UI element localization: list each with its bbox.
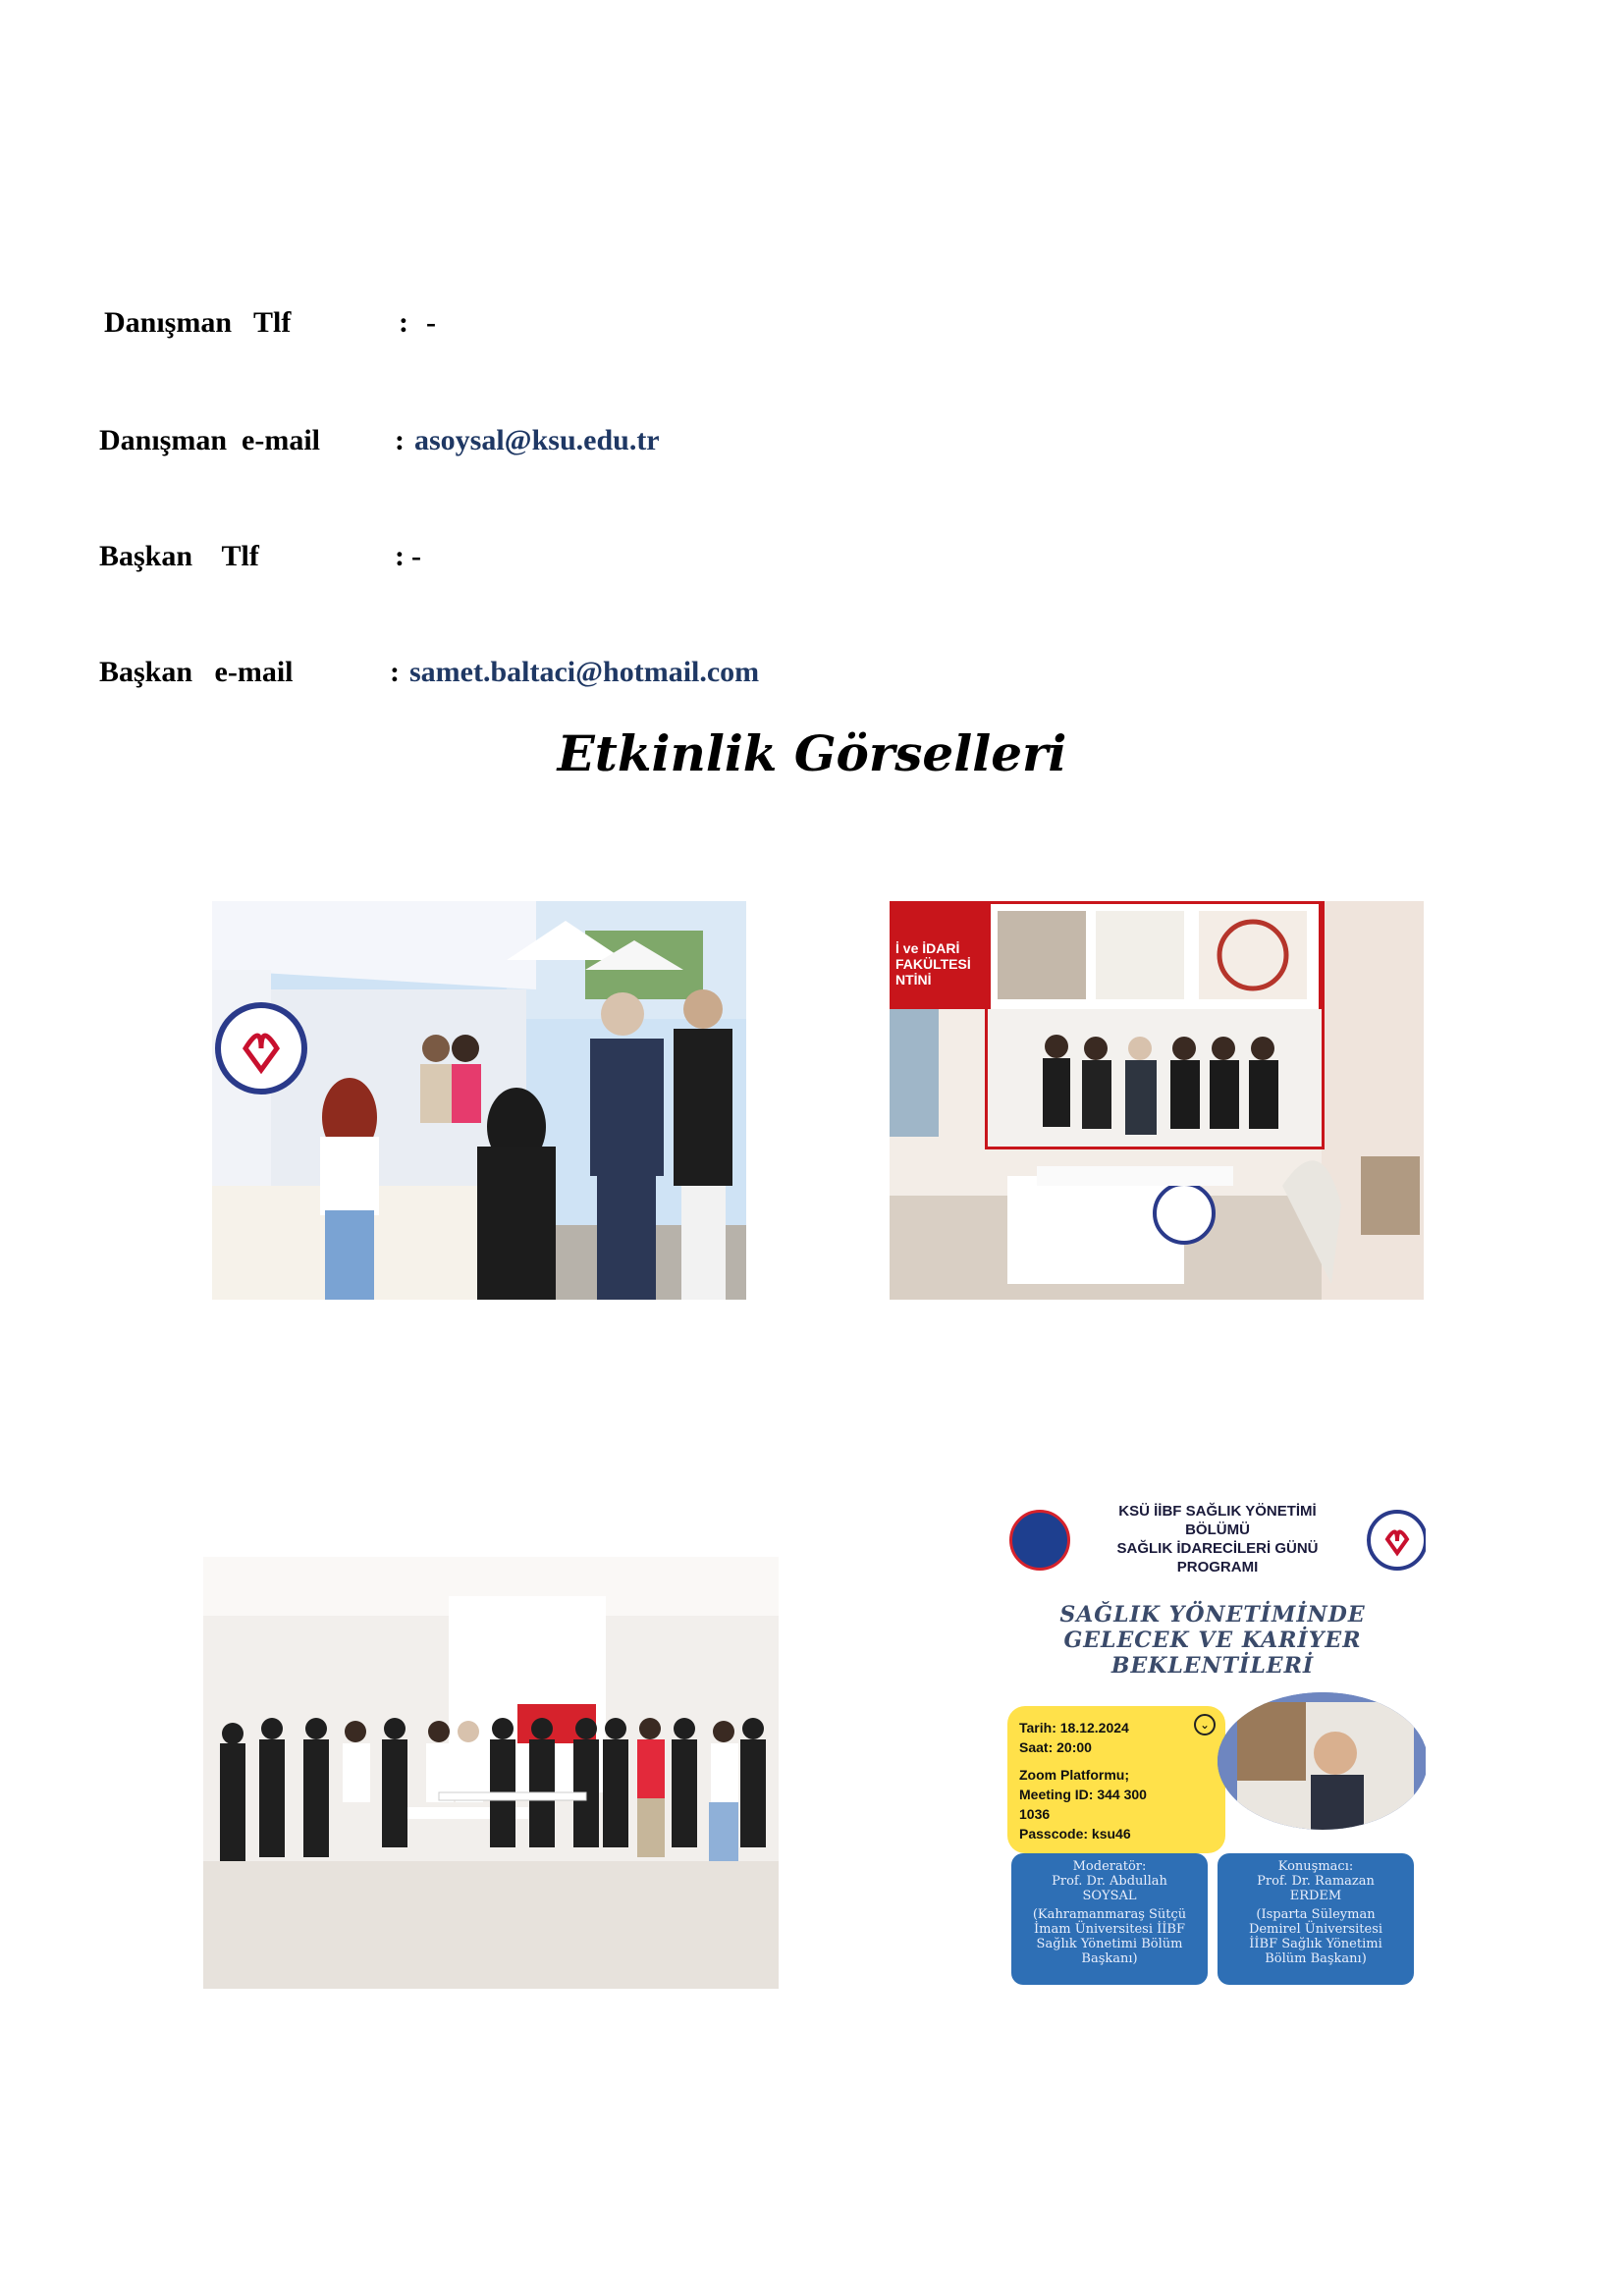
president-phone-value: - (411, 540, 421, 572)
advisor-email-label: Danışman e-mail (99, 424, 320, 456)
stand-banner: İ ve İDARİ FAKÜLTESİ NTİNİ (895, 940, 971, 988)
president-phone-separator: : (395, 540, 405, 572)
poster-info-box (1007, 1706, 1225, 1853)
university-seal-icon (1009, 1510, 1070, 1571)
poster-meeting-id: Meeting ID: 344 300 (1019, 1787, 1147, 1802)
event-photo-booth (212, 901, 746, 1300)
event-poster (1000, 1496, 1426, 1989)
club-logo-icon (1367, 1510, 1426, 1571)
poster-platform: Zoom Platformu; (1019, 1767, 1129, 1783)
president-email-separator: : (390, 656, 400, 688)
poster-passcode: Passcode: ksu46 (1019, 1826, 1131, 1842)
poster-time: Saat: 20:00 (1019, 1739, 1092, 1755)
section-title: Etkinlik Görselleri (557, 724, 1067, 782)
event-photo-group (203, 1557, 779, 1989)
poster-meeting-id-cont: 1036 (1019, 1806, 1051, 1822)
chevron-down-icon: ⌄ (1194, 1714, 1216, 1735)
advisor-phone-value: - (426, 306, 436, 339)
speaker-box: Konuşmacı: Prof. Dr. Ramazan ERDEM (Isparta Süleyman Demirel Üniversitesi İİBF Sağlık Yönetimi Bölüm Başkanı) (1218, 1853, 1414, 1985)
poster-subtitle: SAĞLIK YÖNETİMİNDE GELECEK VE KARİYER BEKLENTİLERİ (1059, 1602, 1366, 1679)
moderator-box: Moderatör: Prof. Dr. Abdullah SOYSAL (Kahramanmaraş Sütçü İmam Üniversitesi İİBF Sağlık Yönetimi Bölüm Başkanı) (1011, 1853, 1208, 1985)
poster-date: Tarih: 18.12.2024 (1019, 1720, 1129, 1735)
advisor-email-separator: : (395, 424, 405, 456)
president-email-link[interactable]: samet.baltaci@hotmail.com (409, 656, 760, 688)
poster-title: KSÜ İİBF SAĞLIK YÖNETİMİ BÖLÜMÜ SAĞLIK İDARECİLERİ GÜNÜ PROGRAMI (1116, 1503, 1319, 1575)
advisor-phone-label: Danışman Tlf (104, 306, 292, 339)
advisor-email-link[interactable]: asoysal@ksu.edu.tr (414, 424, 660, 456)
advisor-phone-separator: : (399, 306, 408, 339)
event-photo-stand (890, 901, 1424, 1300)
advisor-phone-row (104, 306, 436, 440)
speaker-photo (1218, 1692, 1426, 1830)
president-email-label: Başkan e-mail (99, 656, 294, 688)
president-phone-label: Başkan Tlf (99, 540, 259, 572)
